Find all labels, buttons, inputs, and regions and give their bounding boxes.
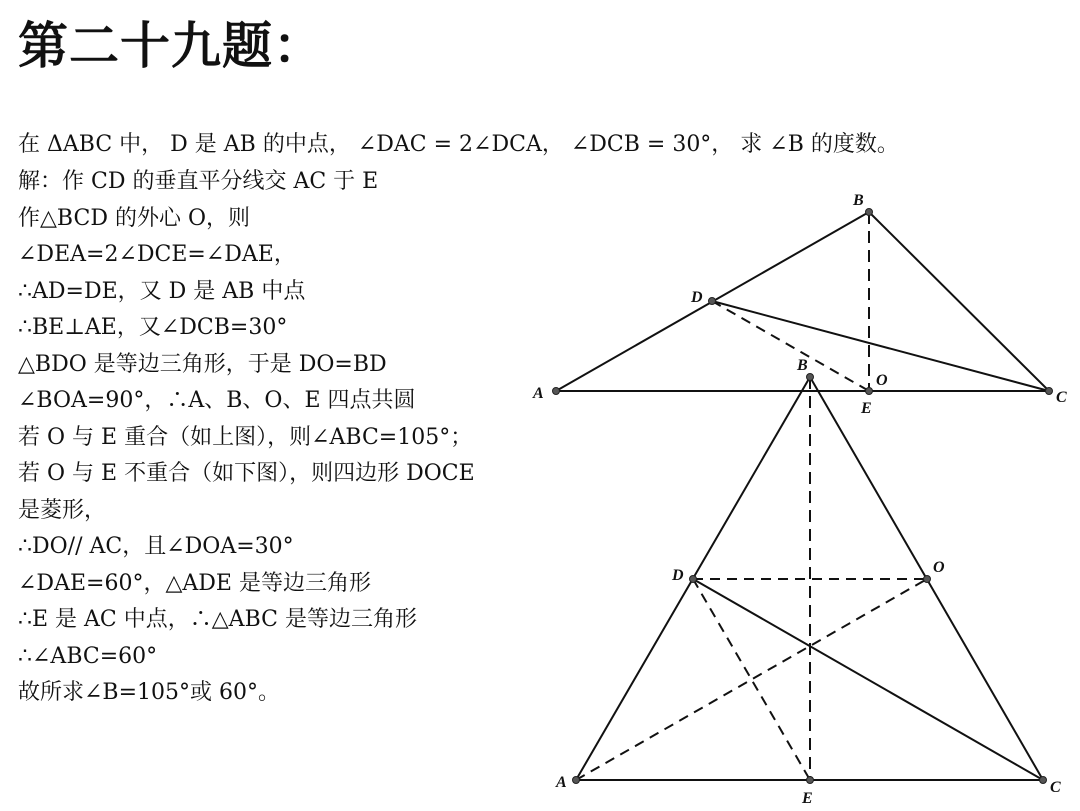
label-c-bottom: C — [1050, 779, 1061, 796]
segment-dc-bottom — [693, 579, 1043, 780]
solution-line: ∴AD=DE，又 D 是 AB 中点 — [18, 278, 306, 304]
solution-line: 若 O 与 E 不重合（如下图），则四边形 DOCE — [18, 461, 475, 486]
segment-bc-top — [869, 212, 1049, 391]
problem-statement: 在 ΔABC 中， D 是 AB 的中点， ∠DAC = 2∠DCA， ∠DCB = 30°， 求 ∠B 的度数。 — [18, 132, 899, 157]
bottom-figure-labels — [555, 357, 1061, 807]
point-b-top — [866, 209, 873, 216]
label-o-top: O — [876, 372, 888, 389]
point-a-top — [553, 388, 560, 395]
segment-de-dashed-bottom — [693, 579, 810, 780]
point-a-bottom — [573, 777, 580, 784]
bottom-figure — [576, 377, 1043, 780]
label-e-top: E — [861, 400, 872, 417]
solution-line: ∴∠ABC=60° — [18, 643, 158, 669]
label-c-top: C — [1056, 389, 1067, 406]
label-b-bottom: B — [797, 357, 808, 374]
solution-line: ∠BOA=90°，∴A、B、O、E 四点共圆 — [18, 388, 416, 413]
solution-line: 是菱形， — [18, 497, 107, 523]
label-a-top: A — [533, 385, 544, 402]
solution-line: ∴BE⊥AE，又∠DCB=30° — [18, 315, 288, 340]
point-b-bottom — [807, 374, 814, 381]
label-o-bottom: O — [933, 559, 945, 576]
solution-line: ∠DEA=2∠DCE=∠DAE， — [18, 242, 296, 267]
solution-line: 故所求∠B=105°或 60°。 — [18, 680, 281, 705]
solution-line: ∠DAE=60°，△ADE 是等边三角形 — [18, 570, 371, 596]
solution-line: △BDO 是等边三角形，于是 DO=BD — [18, 351, 387, 377]
top-figure-labels — [532, 192, 1067, 417]
solution-line: 解：作 CD 的垂直平分线交 AC 于 E — [18, 169, 379, 194]
point-o-bottom — [924, 576, 931, 583]
label-d-top: D — [691, 289, 703, 306]
point-e-top — [866, 388, 873, 395]
label-a-bottom: A — [556, 774, 567, 791]
label-b-top: B — [853, 192, 864, 209]
solution-line: 作△BCD 的外心 O，则 — [18, 205, 250, 231]
point-c-top — [1046, 388, 1053, 395]
segment-ao-dashed-bottom — [576, 579, 927, 780]
point-d-bottom — [690, 576, 697, 583]
page-title: 第二十九题： — [18, 17, 324, 75]
label-d-bottom: D — [672, 567, 684, 584]
point-d-top — [709, 298, 716, 305]
solution-line: 若 O 与 E 重合（如上图），则∠ABC=105°； — [18, 424, 473, 450]
label-e-bottom: E — [802, 790, 813, 807]
solution-line: ∴E 是 AC 中点，∴△ABC 是等边三角形 — [18, 607, 417, 632]
point-e-bottom — [807, 777, 814, 784]
solution-line: ∴DO// AC，且∠DOA=30° — [18, 534, 294, 559]
segment-de-dashed-top — [712, 301, 869, 391]
point-c-bottom — [1040, 777, 1047, 784]
